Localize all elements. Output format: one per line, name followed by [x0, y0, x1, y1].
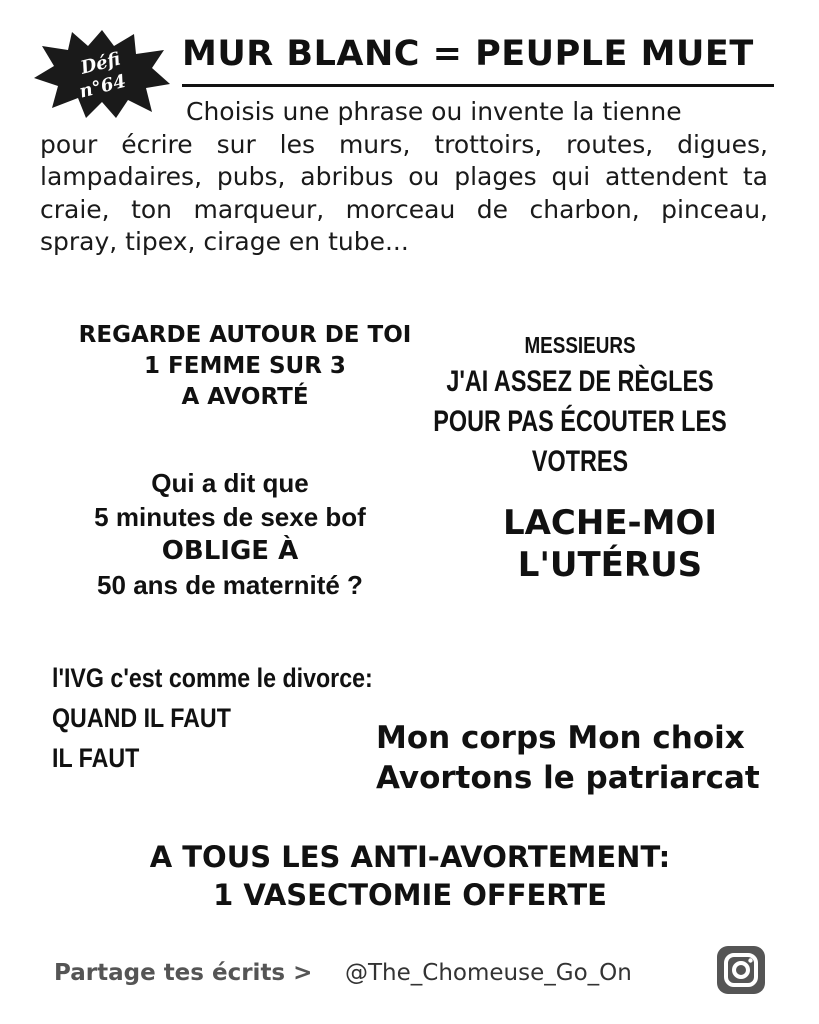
slogan-line: MESSIEURS [524, 332, 636, 358]
instagram-icon[interactable] [716, 945, 766, 995]
slogan-line: J'AI ASSEZ DE RÈGLES [446, 365, 714, 398]
slogan-line: LACHE-MOI [502, 503, 718, 543]
slogan-mon-corps [376, 718, 796, 798]
instagram-handle[interactable]: @The_Chomeuse_Go_On [345, 960, 632, 986]
intro-paragraph [40, 96, 768, 259]
badge-line-2: n°64 [77, 70, 129, 103]
title-underline [182, 84, 774, 87]
slogan-line: REGARDE AUTOUR DE TOI [78, 322, 412, 348]
page-title: MUR BLANC = PEUPLE MUET [182, 34, 754, 74]
slogan-line: Mon corps Mon choix [376, 720, 745, 756]
slogan-line: L'UTÉRUS [517, 545, 703, 585]
slogan-line: Qui a dit que [151, 468, 309, 498]
slogan-line: POUR PAS ÉCOUTER LES VOTRES [433, 405, 727, 478]
slogan-vasectomie [60, 838, 760, 914]
slogan-line: OBLIGE À [161, 536, 299, 566]
slogan-line: Avortons le patriarcat [376, 760, 760, 796]
slogan-lache-moi [450, 502, 770, 586]
badge-line-1: Défi [78, 48, 123, 79]
intro-rest: pour écrire sur les murs, trottoirs, routes, digues, lampadaires, pubs, abribus ou plages qui attendent ta craie, ton marqueur, morceau de charbon, pinceau, spray, tipex, cirage en tube... [40, 129, 768, 256]
slogan-messieurs [375, 328, 785, 482]
intro-first-line: Choisis une phrase ou invente la tienne [186, 97, 682, 126]
share-label: Partage tes écrits > [54, 960, 313, 986]
slogan-line: 50 ans de maternité ? [97, 570, 363, 600]
slogan-line: A AVORTÉ [181, 384, 309, 410]
slogan-line: 1 VASECTOMIE OFFERTE [213, 878, 607, 912]
slogan-line: IL FAUT [52, 743, 140, 773]
slogan-line: QUAND IL FAUT [52, 703, 231, 733]
slogan-line: l'IVG c'est comme le divorce: [52, 663, 373, 693]
slogan-line: 5 minutes de sexe bof [94, 502, 366, 532]
slogan-line: 1 FEMME SUR 3 [144, 353, 346, 379]
slogan-qui-a-dit [55, 466, 405, 602]
slogan-line: A TOUS LES ANTI-AVORTEMENT: [149, 840, 671, 874]
